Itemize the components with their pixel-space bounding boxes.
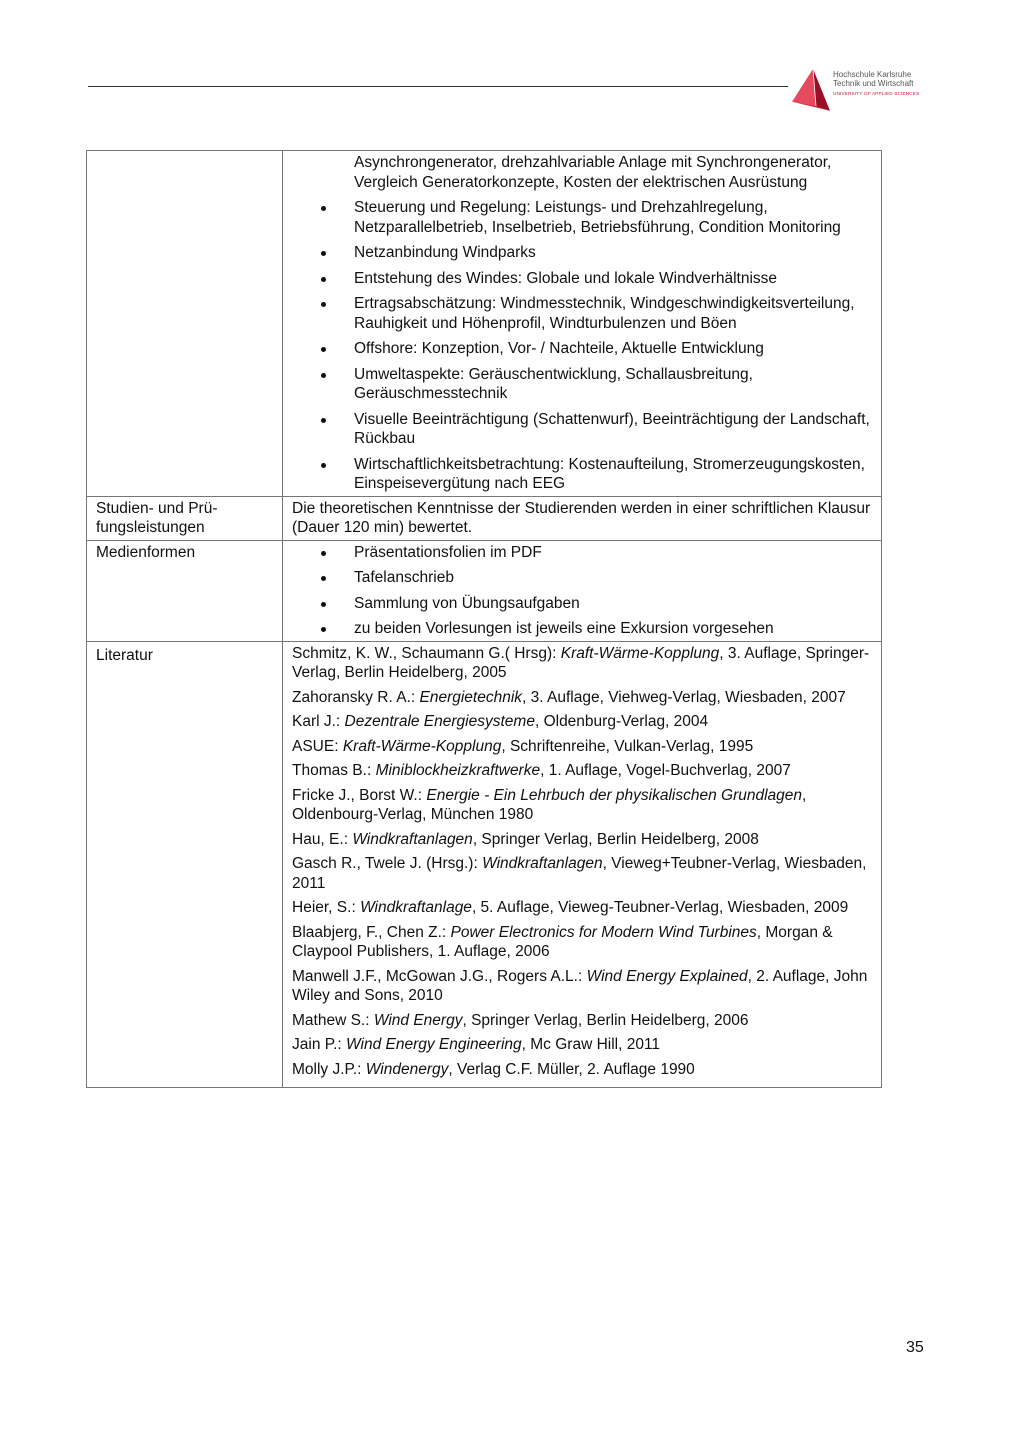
literature-authors: Zahoransky R. A.: xyxy=(292,688,420,706)
literature-rest: , 2. Auflage, John Wiley and Sons, 2010 xyxy=(292,967,868,1004)
page-number: 35 xyxy=(906,1339,924,1356)
literature-authors: Karl J.: xyxy=(292,713,345,730)
list-item-continued: Asynchrongenerator, drehzahlvariable Anlage mit Synchrongenerator, Vergleich Generatorkonzepte, Kosten der elektrischen Ausrüstung xyxy=(354,154,832,191)
bullet-icon xyxy=(321,551,326,556)
literature-entry xyxy=(292,1060,873,1080)
literature-authors: Hau, E.: xyxy=(292,830,353,848)
literatur-label: Literatur xyxy=(87,641,283,1088)
content-label-cell xyxy=(87,151,283,497)
literature-authors: Blaabjerg, F., Chen Z.: xyxy=(292,923,451,941)
literature-entry xyxy=(292,737,873,757)
literature-list xyxy=(292,644,873,1080)
table-row-literatur xyxy=(87,641,882,1088)
literature-rest: , Springer Verlag, Berlin Heidelberg, 2008 xyxy=(472,830,759,848)
table-row-pruefung xyxy=(87,496,882,540)
list-item: Tafelanschrieb xyxy=(292,568,873,588)
list-item: Visuelle Beeinträchtigung (Schattenwurf), Beeinträchtigung der Landschaft, Rückbau xyxy=(292,410,873,449)
medien-cell xyxy=(283,540,882,641)
literature-entry xyxy=(292,1011,873,1031)
list-item: Umweltaspekte: Geräuschentwicklung, Schallausbreitung, Geräuschmesstechnik xyxy=(292,365,873,404)
literature-title: Kraft-Wärme-Kopplung xyxy=(342,737,502,755)
literature-authors: Schmitz, K. W., Schaumann G.( Hrsg): xyxy=(292,644,561,662)
literature-authors: Molly J.P.: xyxy=(292,1060,366,1078)
literature-title: Windkraftanlage xyxy=(360,899,472,916)
literature-entry xyxy=(292,830,873,850)
list-item: Offshore: Konzeption, Vor- / Nachteile, Aktuelle Entwicklung xyxy=(292,339,873,359)
bullet-icon xyxy=(321,576,326,581)
literature-rest: , 1. Auflage, Vogel-Buchverlag, 2007 xyxy=(540,762,791,779)
literature-entry xyxy=(292,712,873,732)
literature-entry xyxy=(292,967,873,1006)
literature-entry xyxy=(292,854,873,893)
literature-rest: , Mc Graw Hill, 2011 xyxy=(521,1036,661,1053)
literature-rest: , Springer Verlag, Berlin Heidelberg, 2006 xyxy=(462,1011,749,1029)
medien-label: Medienformen xyxy=(87,540,283,641)
logo-line-2: Technik und Wirtschaft xyxy=(833,79,914,88)
medien-list xyxy=(292,543,873,639)
literature-title: Windkraftanlagen xyxy=(482,855,603,872)
literature-title: Power Electronics for Modern Wind Turbines xyxy=(450,923,757,941)
content-list xyxy=(292,153,873,494)
literature-title: Windkraftanlagen xyxy=(352,830,473,848)
list-item: Entstehung des Windes: Globale und lokale Windverhältnisse xyxy=(292,269,873,289)
literature-rest: , Oldenbourg-Verlag, München 1980 xyxy=(292,786,807,823)
literature-authors: Gasch R., Twele J. (Hrsg.): xyxy=(292,855,483,872)
pruefung-text: Die theoretischen Kenntnisse der Studierenden werden in einer schriftlichen Klausur (Dauer 120 min) bewertet. xyxy=(283,496,882,540)
literature-title: Miniblockheizkraftwerke xyxy=(375,762,541,779)
list-item: zu beiden Vorlesungen ist jeweils eine Exkursion vorgesehen xyxy=(292,619,873,639)
literature-authors: Heier, S.: xyxy=(292,899,361,916)
content-cell xyxy=(283,151,882,497)
literature-rest: , 5. Auflage, Vieweg-Teubner-Verlag, Wiesbaden, 2009 xyxy=(471,899,849,916)
literature-rest: , Schriftenreihe, Vulkan-Verlag, 1995 xyxy=(501,737,754,755)
list-item: Ertragsabschätzung: Windmesstechnik, Windgeschwindigkeitsverteilung, Rauhigkeit und Höhenprofil, Windturbulenzen und Böen xyxy=(292,294,873,333)
literature-title: Wind Energy xyxy=(373,1011,463,1029)
literature-entry xyxy=(292,923,873,962)
module-table xyxy=(86,150,882,1088)
literatur-cell xyxy=(283,641,882,1088)
bullet-icon xyxy=(321,251,326,256)
logo-line-1: Hochschule Karlsruhe xyxy=(833,70,912,79)
literature-entry xyxy=(292,898,873,918)
bullet-icon xyxy=(321,206,326,211)
bullet-icon xyxy=(321,347,326,352)
literature-entry xyxy=(292,644,873,683)
literature-entry xyxy=(292,761,873,781)
list-item: Sammlung von Übungsaufgaben xyxy=(292,594,873,614)
list-item: Steuerung und Regelung: Leistungs- und Drehzahlregelung, Netzparallelbetrieb, Inselbetrieb, Betriebsführung, Condition Monitoring xyxy=(292,198,873,237)
logo-emblem-icon xyxy=(789,66,833,116)
table-row-content xyxy=(87,151,882,497)
bullet-icon xyxy=(321,418,326,423)
logo-text xyxy=(833,70,919,98)
bullet-icon xyxy=(321,302,326,307)
pruefung-label: Studien- und Prü-fungsleistungen xyxy=(87,496,283,540)
literature-authors: Jain P.: xyxy=(292,1036,347,1053)
literature-entry xyxy=(292,1035,873,1055)
literature-authors: Thomas B.: xyxy=(292,762,376,779)
bullet-icon xyxy=(321,602,326,607)
literature-title: Dezentrale Energiesysteme xyxy=(344,713,535,730)
literature-title: Kraft-Wärme-Kopplung xyxy=(560,644,720,662)
bullet-icon xyxy=(321,277,326,282)
list-item: Wirtschaftlichkeitsbetrachtung: Kostenaufteilung, Stromerzeugungskosten, Einspeisevergütung nach EEG xyxy=(292,455,873,494)
logo-line-3: UNIVERSITY OF APPLIED SCIENCES xyxy=(833,91,920,96)
table-row-medien xyxy=(87,540,882,641)
literature-authors: Manwell J.F., McGowan J.G., Rogers A.L.: xyxy=(292,967,587,985)
literature-title: Windenergy xyxy=(365,1060,449,1078)
bullet-icon xyxy=(321,463,326,468)
literature-entry xyxy=(292,688,873,708)
literature-rest: , Oldenburg-Verlag, 2004 xyxy=(534,713,709,730)
header-rule xyxy=(88,86,788,87)
literature-authors: Fricke J., Borst W.: xyxy=(292,786,427,804)
literature-authors: Mathew S.: xyxy=(292,1011,374,1029)
list-item: Netzanbindung Windparks xyxy=(292,243,873,263)
bullet-icon xyxy=(321,373,326,378)
literature-rest: , Vieweg+Teubner-Verlag, Wiesbaden, 2011 xyxy=(292,855,867,892)
literature-rest: , Morgan & Claypool Publishers, 1. Auflage, 2006 xyxy=(292,923,833,960)
literature-title: Wind Energy Engineering xyxy=(346,1036,522,1053)
literature-entry xyxy=(292,786,873,825)
list-item: Präsentationsfolien im PDF xyxy=(292,543,873,563)
bullet-icon xyxy=(321,627,326,632)
literature-title: Energie - Ein Lehrbuch der physikalischen Grundlagen xyxy=(426,786,803,804)
literature-rest: , 3. Auflage, Viehweg-Verlag, Wiesbaden, 2007 xyxy=(522,688,846,706)
university-logo xyxy=(789,66,929,116)
literature-authors: ASUE: xyxy=(292,737,343,755)
literature-rest: , 3. Auflage, Springer-Verlag, Berlin Heidelberg, 2005 xyxy=(292,644,870,681)
literature-rest: , Verlag C.F. Müller, 2. Auflage 1990 xyxy=(448,1060,695,1078)
literature-title: Energietechnik xyxy=(419,688,523,706)
literature-title: Wind Energy Explained xyxy=(586,967,748,985)
